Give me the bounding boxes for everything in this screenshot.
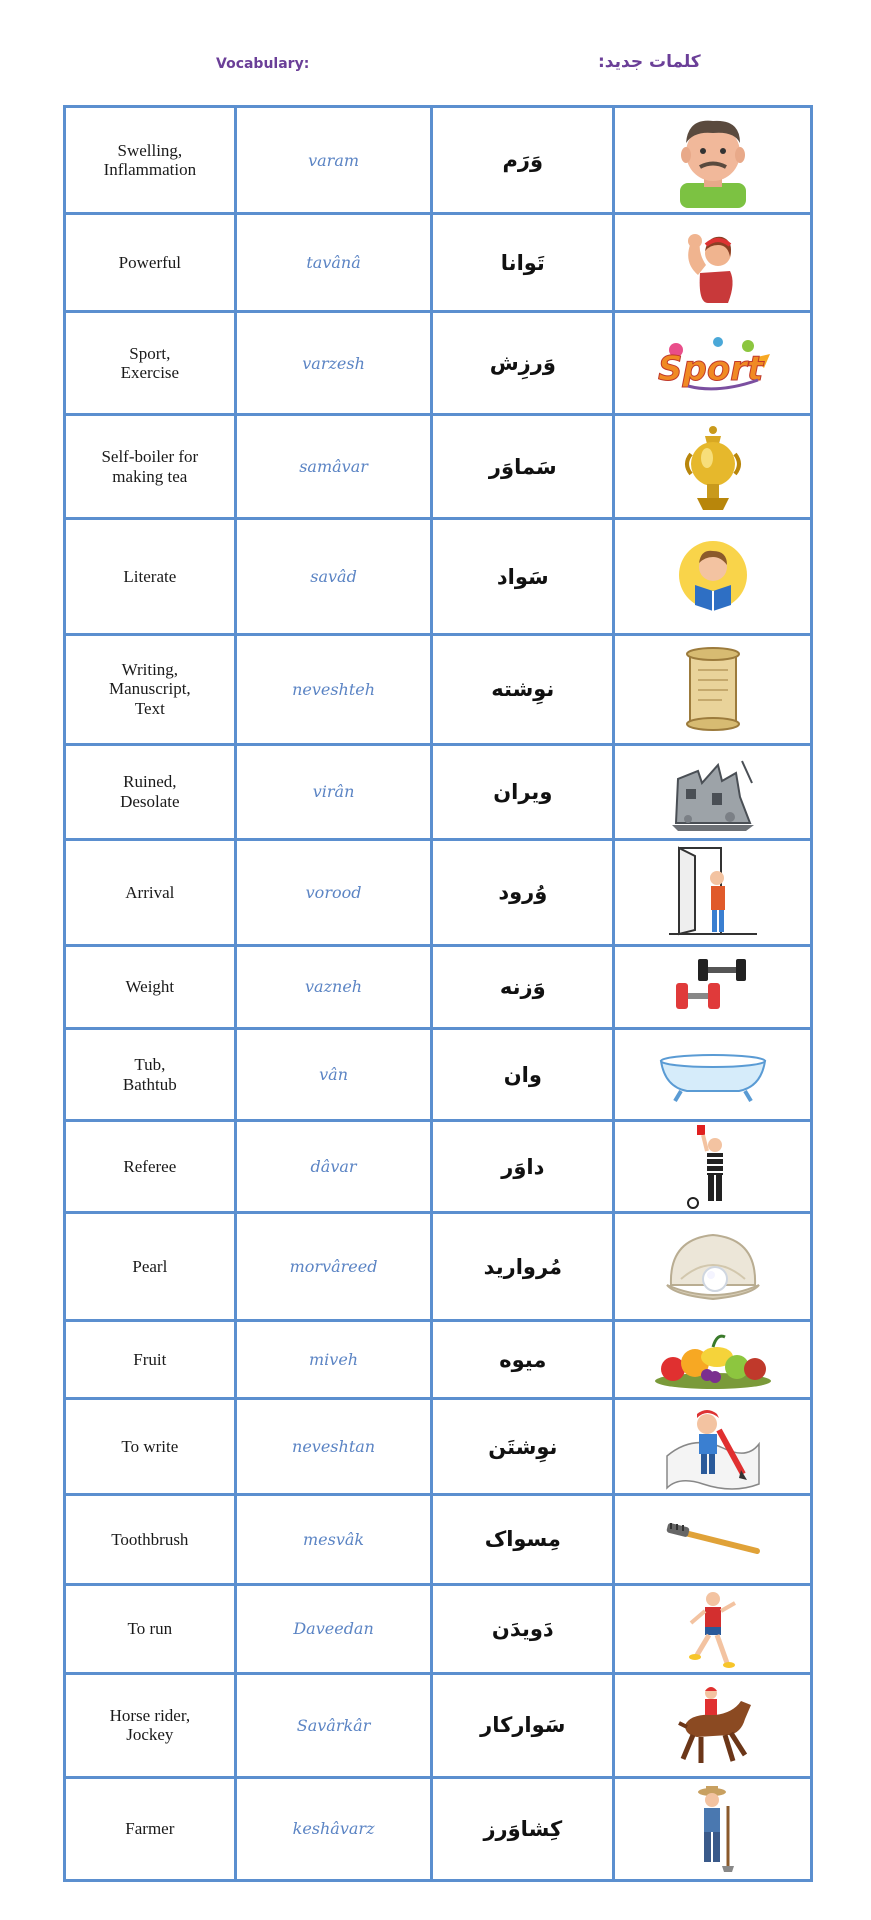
scroll-icon — [678, 646, 748, 732]
persian-cell: سَماوَر — [432, 415, 614, 519]
dumbbell-icon — [670, 957, 756, 1017]
persian-cell: وان — [432, 1028, 614, 1120]
persian-cell: مِسواک — [432, 1495, 614, 1584]
persian-cell: میوه — [432, 1321, 614, 1399]
persian-cell: ویران — [432, 744, 614, 839]
strong-woman-icon — [678, 223, 748, 303]
transliteration-cell: vazneh — [235, 945, 432, 1028]
table-row — [65, 1399, 812, 1495]
transliteration-cell: Daveedan — [235, 1584, 432, 1673]
persian-cell: تَوانا — [432, 214, 614, 312]
persian-cell: نوِشتَن — [432, 1399, 614, 1495]
table-row — [65, 839, 812, 945]
transliteration-cell: varzesh — [235, 312, 432, 415]
table-row — [65, 1584, 812, 1673]
english-cell: Self-boiler for making tea — [65, 415, 236, 519]
english-cell: Weight — [65, 945, 236, 1028]
english-cell: Pearl — [65, 1213, 236, 1321]
table-row — [65, 312, 812, 415]
swollen-face-icon — [668, 113, 758, 208]
fruit-pile-icon — [651, 1329, 775, 1391]
transliteration-cell: tavânâ — [235, 214, 432, 312]
transliteration-cell: vân — [235, 1028, 432, 1120]
persian-cell: سَواد — [432, 519, 614, 634]
persian-cell: وَرزِش — [432, 312, 614, 415]
table-row — [65, 1121, 812, 1213]
table-row — [65, 1673, 812, 1777]
transliteration-cell: miveh — [235, 1321, 432, 1399]
farmer-icon — [688, 1786, 738, 1872]
persian-vocabulary-heading: کلمات جدید: — [598, 52, 701, 72]
transliteration-cell: Savârkâr — [235, 1673, 432, 1777]
table-row — [65, 1321, 812, 1399]
transliteration-cell: keshâvarz — [235, 1777, 432, 1880]
persian-cell: داوَر — [432, 1121, 614, 1213]
persian-cell: وَزنه — [432, 945, 614, 1028]
english-cell: Fruit — [65, 1321, 236, 1399]
english-cell: Arrival — [65, 839, 236, 945]
persian-cell: دَویدَن — [432, 1584, 614, 1673]
transliteration-cell: neveshteh — [235, 634, 432, 744]
english-cell: Referee — [65, 1121, 236, 1213]
transliteration-cell: vorood — [235, 839, 432, 945]
transliteration-cell: neveshtan — [235, 1399, 432, 1495]
english-cell: Ruined, Desolate — [65, 744, 236, 839]
english-cell: Powerful — [65, 214, 236, 312]
referee-icon — [683, 1125, 743, 1209]
persian-cell: وَرَم — [432, 107, 614, 214]
persian-cell: سَوارکار — [432, 1673, 614, 1777]
table-row — [65, 415, 812, 519]
reading-child-icon — [673, 537, 753, 617]
english-cell: Swelling, Inflammation — [65, 107, 236, 214]
ruined-building-icon — [668, 753, 758, 831]
persian-cell: مُروارید — [432, 1213, 614, 1321]
english-cell: Writing, Manuscript, Text — [65, 634, 236, 744]
table-row — [65, 945, 812, 1028]
vocabulary-heading: Vocabulary: — [216, 56, 310, 72]
english-cell: Sport, Exercise — [65, 312, 236, 415]
vocabulary-table — [63, 105, 813, 1882]
transliteration-cell: mesvâk — [235, 1495, 432, 1584]
english-cell: Farmer — [65, 1777, 236, 1880]
english-cell: To write — [65, 1399, 236, 1495]
table-row — [65, 1777, 812, 1880]
persian-cell: وُرود — [432, 839, 614, 945]
transliteration-cell: morvâreed — [235, 1213, 432, 1321]
english-cell: To run — [65, 1584, 236, 1673]
english-cell: Toothbrush — [65, 1495, 236, 1584]
pearl-shell-icon — [661, 1229, 765, 1305]
persian-cell: نوِشته — [432, 634, 614, 744]
sport-icon-text: Sport — [657, 349, 763, 390]
bathtub-icon — [655, 1047, 771, 1103]
english-cell: Tub, Bathtub — [65, 1028, 236, 1120]
table-row — [65, 107, 812, 214]
english-cell: Literate — [65, 519, 236, 634]
table-row — [65, 634, 812, 744]
jockey-icon — [671, 1685, 755, 1765]
toothbrush-icon — [663, 1519, 763, 1559]
transliteration-cell: varam — [235, 107, 432, 214]
runner-icon — [683, 1589, 743, 1669]
persian-cell: کِشاوَرز — [432, 1777, 614, 1880]
table-row — [65, 519, 812, 634]
transliteration-cell: samâvar — [235, 415, 432, 519]
transliteration-cell: virân — [235, 744, 432, 839]
sport-text-icon — [648, 328, 778, 398]
person-at-door-icon — [665, 844, 761, 940]
transliteration-cell: savâd — [235, 519, 432, 634]
writing-boy-icon — [663, 1404, 763, 1490]
table-row — [65, 1213, 812, 1321]
table-row — [65, 214, 812, 312]
table-row — [65, 1495, 812, 1584]
samovar-icon — [683, 424, 743, 510]
table-row — [65, 1028, 812, 1120]
transliteration-cell: dâvar — [235, 1121, 432, 1213]
table-row — [65, 744, 812, 839]
english-cell: Horse rider, Jockey — [65, 1673, 236, 1777]
